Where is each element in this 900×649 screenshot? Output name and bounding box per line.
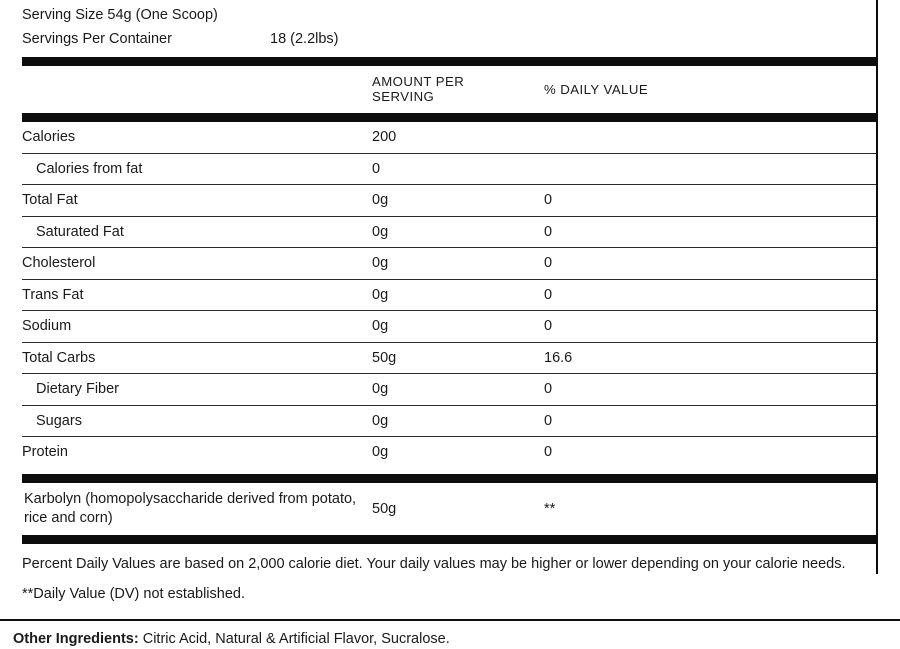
row-daily-value: 0 [544,405,876,437]
row-amount: 0g [372,311,544,343]
row-name: Trans Fat [22,279,372,311]
row-name: Cholesterol [22,248,372,280]
row-daily-value [544,122,876,153]
serving-size-label: Serving Size 54g (One Scoop) [22,7,218,23]
row-daily-value: 0 [544,437,876,468]
nutrition-table [22,66,876,113]
karbolyn-amount: 50g [372,500,397,517]
row-name: Dietary Fiber [22,374,372,406]
row-name: Total Carbs [22,342,372,374]
karbolyn-row [22,483,876,535]
table-row [22,279,876,311]
header-amount-line1: AMOUNT PER [372,74,465,89]
row-daily-value: 0 [544,248,876,280]
row-amount: 50g [372,342,544,374]
other-ingredients-value: Citric Acid, Natural & Artificial Flavor, Sucralose. [142,630,450,647]
row-name: Total Fat [22,185,372,217]
table-row [22,374,876,406]
servings-per-container-label: Servings Per Container [22,31,172,47]
row-daily-value [544,153,876,185]
karbolyn-bottom-bar [22,535,876,544]
other-ingredients-label: Other Ingredients: [13,630,139,647]
table-row [22,216,876,248]
row-name: Saturated Fat [22,216,372,248]
nutrition-rows-table [22,122,876,468]
right-border-rule [876,0,878,574]
row-daily-value: 0 [544,185,876,217]
row-name: Sodium [22,311,372,343]
row-amount: 0g [372,185,544,217]
row-name: Sugars [22,405,372,437]
row-daily-value: 0 [544,311,876,343]
header-cell-daily-value: % DAILY VALUE [544,81,649,97]
header-cell-name [22,66,372,113]
row-amount: 0g [372,279,544,311]
table-row [22,437,876,468]
table-row [22,342,876,374]
serving-size-line [22,0,876,27]
row-amount: 0g [372,248,544,280]
table-row [22,248,876,280]
table-row [22,122,876,153]
row-amount: 0g [372,374,544,406]
daily-value-footnote: Percent Daily Values are based on 2,000 calorie diet. Your daily values may be higher or lower depending on your calorie needs. [22,555,846,572]
header-amount-line2: SERVING [372,89,435,104]
footnote-block [22,544,876,605]
table-row [22,405,876,437]
karbolyn-name: Karbolyn (homopolysaccharide derived from potato, rice and corn) [24,490,357,526]
row-daily-value: 0 [544,216,876,248]
servings-per-container-line [22,27,876,51]
header-cell-amount [372,66,544,113]
table-row [22,311,876,343]
table-row [22,185,876,217]
row-amount: 0g [372,437,544,468]
row-name: Protein [22,437,372,468]
row-name: Calories [22,129,76,145]
row-amount: 0 [372,153,544,185]
karbolyn-top-bar [22,474,876,483]
dv-not-established-note: **Daily Value (DV) not established. [22,585,245,602]
row-daily-value: 0 [544,279,876,311]
row-name: Calories from fat [22,153,372,185]
servings-per-container-value: 18 (2.2lbs) [270,31,339,47]
row-daily-value: 0 [544,374,876,406]
top-divider-bar [22,57,876,66]
row-amount: 0g [372,405,544,437]
row-daily-value: 16.6 [544,342,876,374]
header-divider-bar [22,113,876,122]
table-header-row [22,66,876,113]
row-amount: 200 [372,129,397,145]
row-amount: 0g [372,216,544,248]
karbolyn-daily-value: ** [544,500,556,517]
table-row [22,153,876,185]
other-ingredients-line [0,621,900,649]
